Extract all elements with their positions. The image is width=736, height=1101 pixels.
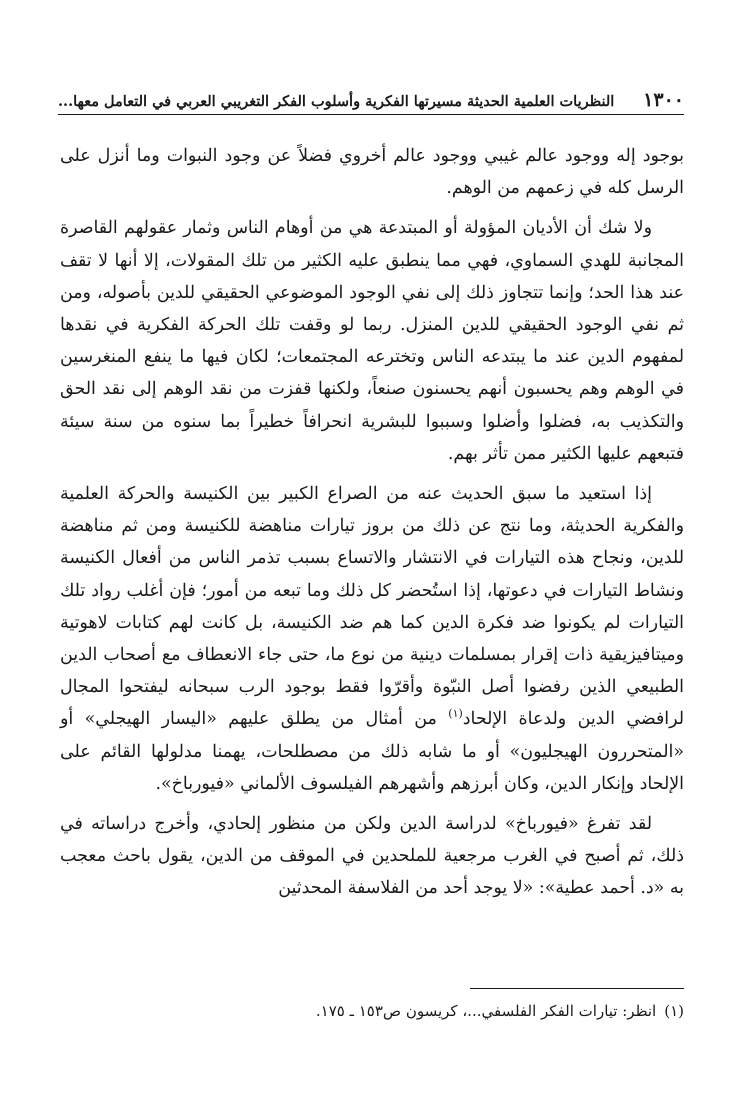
footnotes — [60, 998, 684, 1024]
running-header-title: النظريات العلمية الحديثة مسيرتها الفكرية وأسلوب الفكر التغريبي العربي في التعامل معها... — [58, 93, 615, 110]
footnote — [60, 998, 684, 1024]
footnote-reference: (١) — [448, 707, 463, 721]
footnote-divider — [470, 988, 684, 989]
paragraph-3-text-before-footnote: إذا استعيد ما سبق الحديث عنه من الصراع الكبير بين الكنيسة والحركة العلمية والفكرية الحديثة، وما نتج عن ذلك من بروز تيارات مناهضة للكنيسة ومن ثم مناهضة للدين، ونجاح هذه التيارات في الانتشار والاتساع بسبب تذمر الناس من أفعال الكنيسة ونشاط التيارات في دعوتها، إذا استُحضر كل ذلك وما تبعه من أمور؛ فإن أغلب رواد تلك التيارات لم يكونوا ضد فكرة الدين كما هم ضد الكنيسة، بل كانت لهم كتابات لاهوتية وميتافيزيقية ذات إقرار بمسلمات دينية من نوع ما، حتى جاء الانعطاف مع أصحاب الدين الطبيعي الذين رفضوا أصل النبّوة وأقرّوا فقط بوجود الرب سبحانه ليفتحوا المجال لرافضي الدين ولدعاة الإلحاد — [60, 484, 685, 730]
paragraph-2: ولا شك أن الأديان المؤولة أو المبتدعة هي من أوهام الناس وثمار عقولهم القاصرة المجانبة للهدي السماوي، فهي مما ينطبق عليه الكثير من تلك المقولات، إلا أنها لا تقف عند هذا الحد؛ وإنما تتجاوز ذلك إلى نفي الوجود الموضوعي الحقيقي للدين بأصوله، ومن ثم نفي الوجود الحقيقي للدين المنزل. ربما لو وقفت تلك الحركة الفكرية في نقدها لمفهوم الدين عند ما يبتدعه الناس وتخترعه المجتمعات؛ لكان فيها ما ينفع المنغرسين في الوهم وهم يحسبون أنهم يحسنون صنعاً، ولكنها قفزت من نقد الوهم إلى نقد الحق والتكذيب به، فضلوا وأضلوا وسببوا للبشرية انحرافاً خطيراً بما سنوه من سنة سيئة فتبعهم عليها الكثير ممن تأثر بهم. — [60, 218, 684, 464]
paragraph-3 — [60, 478, 684, 800]
paragraph-4: لقد تفرغ «فيورباخ» لدراسة الدين ولكن من منظور إلحادي، وأخرج دراساته في ذلك، ثم أصبح في الغرب مرجعية للملحدين في الموقف من الدين، يقول باحث معجب به «د. أحمد عطية»: «لا يوجد أحد من الفلاسفة المحدثين — [60, 814, 684, 899]
body-text — [60, 140, 684, 913]
paragraph-3-text-after-footnote: من أمثال من يطلق عليهم «اليسار الهيجلي» أو «المتحررون الهيجليون» أو ما شابه ذلك من مصطلحات، يهمنا مدلولها القائم على الإلحاد وإنكار الدين، وكان أبرزهم وأشهرهم الفيلسوف الألماني «فيورباخ». — [60, 709, 684, 794]
footnote-number: (١) — [664, 1002, 684, 1020]
footnote-text: انظر: تيارات الفكر الفلسفي...، كريسون ص١٥٣ ـ ١٧٥. — [315, 1002, 657, 1020]
page-number: ١٣٠٠ — [643, 89, 684, 111]
paragraph-1: بوجود إله ووجود عالم غيبي ووجود عالم أخروي فضلاً عن وجود النبوات وما أنزل على الرسل كله في زعمهم من الوهم. — [60, 146, 684, 199]
running-header — [58, 84, 684, 115]
